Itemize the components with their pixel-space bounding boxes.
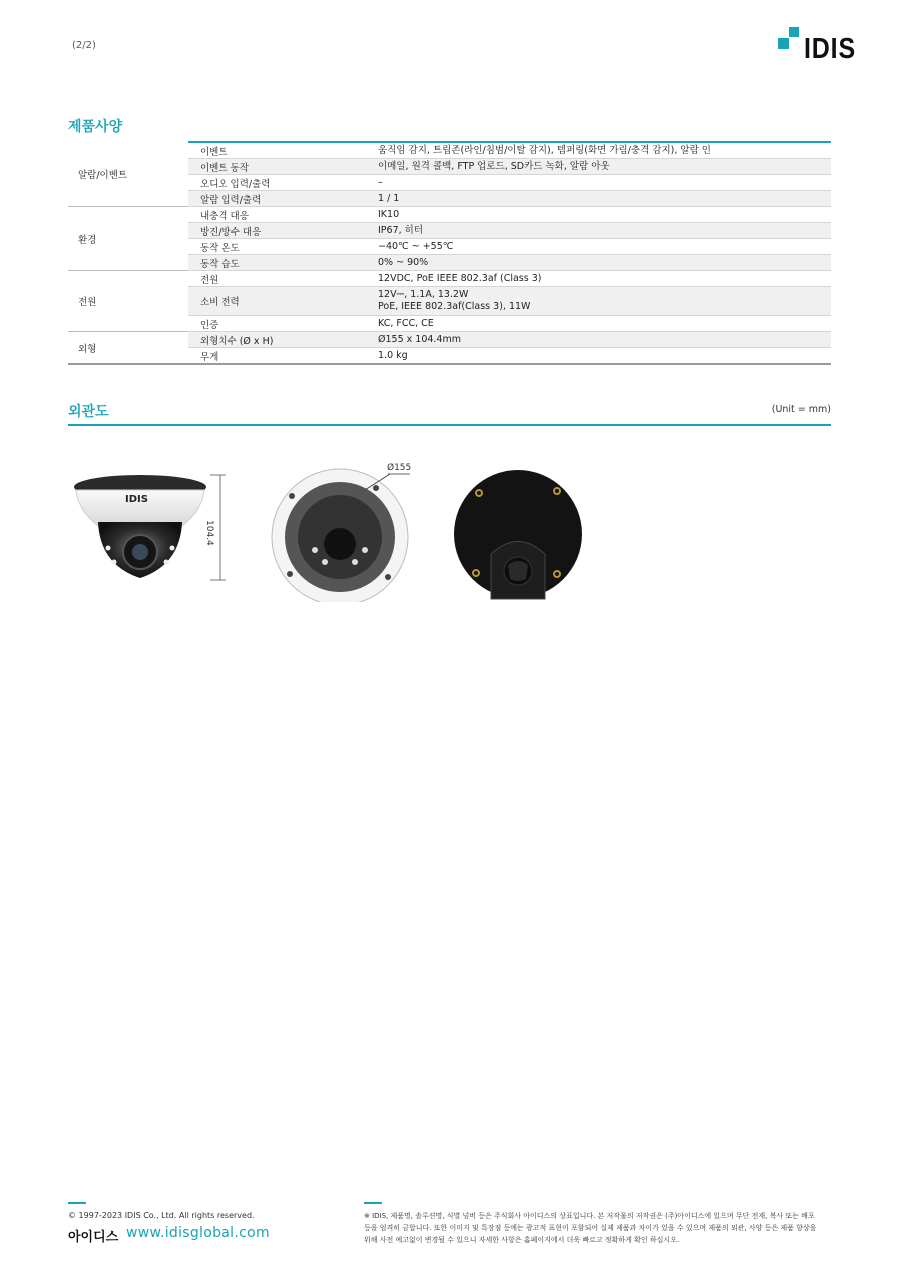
spec-item: 방진/방수 대응	[188, 223, 366, 239]
spec-value: 이메일, 원격 콜백, FTP 업로드, SD카드 녹화, 알람 아웃	[366, 159, 831, 175]
spec-section-title: 제품사양	[68, 119, 123, 135]
disclaimer: ※ IDIS, 제품명, 솔루션명, 식별 넘버 등은 주식회사 아이디스의 상표입니다. 본 저작물의 저작권은 (주)아이디스에 있으며 무단 전재, 복사 또는 배포 등을 엄격히 금합니다. 또한 이미지 및 특장점 등에는 광고적 표현이 포함되어 실제 제품과 차이가 있을 수 있으며 제품의 외관, 사양 등은 제품 향상을 위해 사전 예고없이 변경될 수 있으니 자세한 사항은 홈페이지에서 더욱 빠르고 정확하게 확인 하십시오.	[364, 1212, 817, 1244]
spec-value: 0% ~ 90%	[366, 255, 831, 271]
copyright: © 1997-2023 IDIS Co., Ltd. All rights reserved.	[68, 1211, 255, 1220]
footer-accent	[364, 1202, 382, 1204]
spec-item: 이벤트 동작	[188, 159, 366, 175]
unit-note: (Unit = mm)	[771, 404, 831, 415]
spec-item: 전원	[188, 271, 366, 287]
section-divider	[68, 424, 831, 426]
camera-logo: IDIS	[125, 494, 148, 505]
brand-name: 아이디스	[68, 1230, 119, 1245]
spec-value: 1.0 kg	[366, 348, 831, 365]
idis-logo	[778, 26, 862, 66]
spec-value: KC, FCC, CE	[366, 316, 831, 332]
footer-accent	[68, 1202, 86, 1204]
spec-group-label: 외형	[68, 332, 188, 365]
spec-value: 1 / 1	[366, 191, 831, 207]
spec-table	[68, 141, 831, 365]
spec-item: 오디오 입력/출력	[188, 175, 366, 191]
spec-value: IK10	[366, 207, 831, 223]
appearance-section-title: 외관도	[68, 404, 109, 420]
spec-item: 무게	[188, 348, 366, 365]
spec-value: 움직임 감지, 트립존(라인/침범/이탈 감지), 템퍼링(화면 가림/충격 감지), 알람 인	[366, 142, 831, 159]
spec-value: 12VDC, PoE IEEE 802.3af (Class 3)	[366, 271, 831, 287]
camera-side-view	[70, 470, 245, 585]
spec-value: Ø155 x 104.4mm	[366, 332, 831, 348]
spec-item: 내충격 대응	[188, 207, 366, 223]
camera-back-view	[453, 469, 588, 604]
spec-group-label: 알람/이벤트	[68, 142, 188, 207]
page-number: (2/2)	[72, 40, 96, 51]
spec-value: −40℃ ~ +55℃	[366, 239, 831, 255]
spec-value: IP67, 히터	[366, 223, 831, 239]
camera-front-view	[270, 462, 415, 602]
spec-value: –	[366, 175, 831, 191]
spec-value: 12V⎓, 1.1A, 13.2W PoE, IEEE 802.3af(Class 3), 11W	[366, 287, 831, 316]
spec-item: 인증	[188, 316, 366, 332]
dimension-diameter-label: Ø155	[387, 463, 412, 473]
spec-item: 알람 입력/출력	[188, 191, 366, 207]
brand-url-link[interactable]: www.idisglobal.com	[126, 1225, 270, 1241]
dimension-height-label: 104.4	[204, 520, 214, 546]
spec-item: 외형치수 (Ø x H)	[188, 332, 366, 348]
spec-group-label: 전원	[68, 271, 188, 332]
spec-item: 동작 온도	[188, 239, 366, 255]
spec-item: 소비 전력	[188, 287, 366, 316]
spec-item: 동작 습도	[188, 255, 366, 271]
spec-group-label: 환경	[68, 207, 188, 271]
spec-item: 이벤트	[188, 142, 366, 159]
logo-text: IDIS	[804, 33, 856, 65]
